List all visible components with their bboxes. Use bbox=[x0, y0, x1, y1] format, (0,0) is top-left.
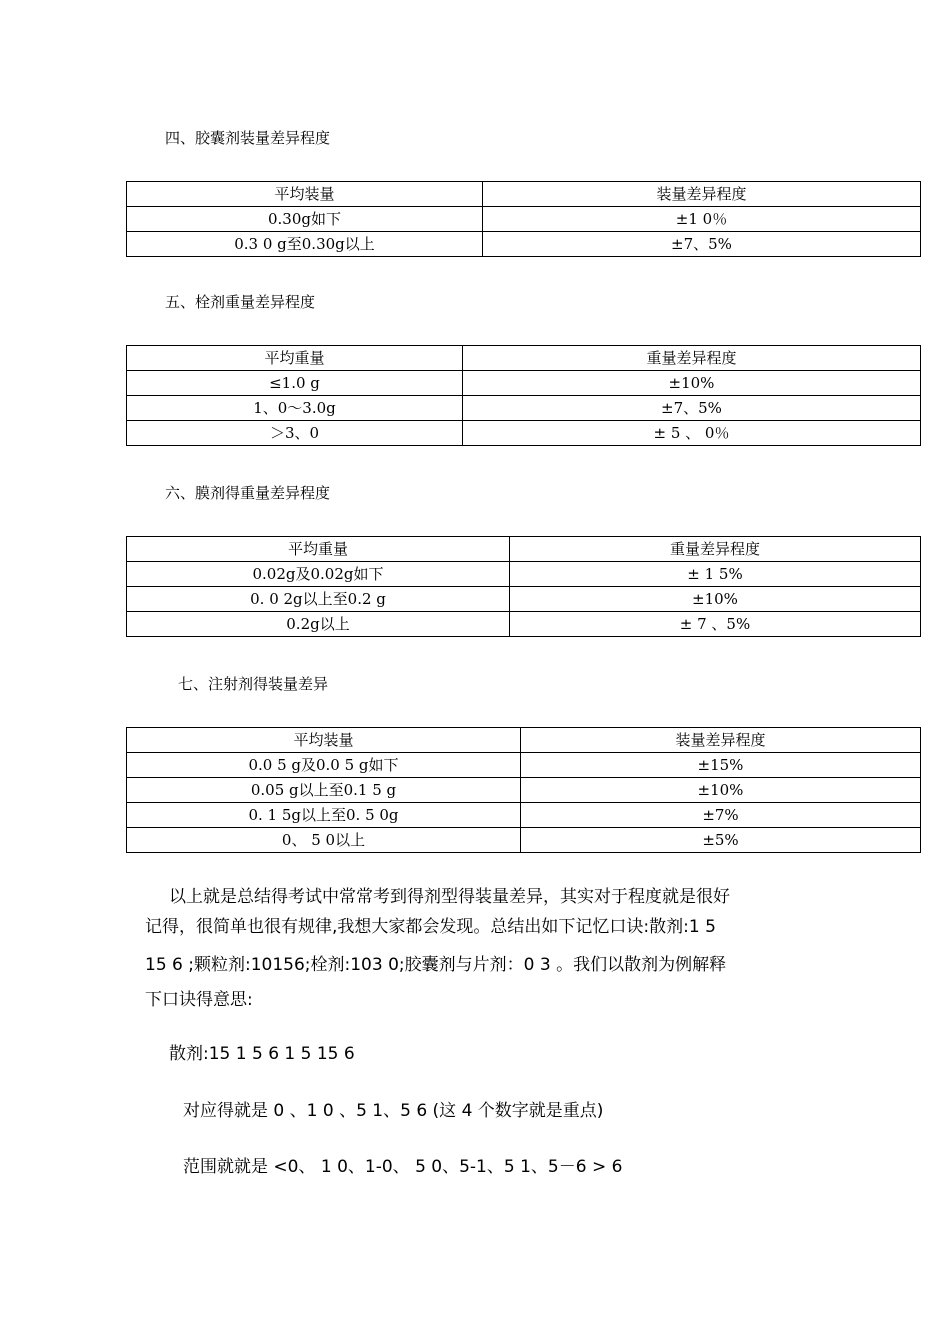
header-cell: 平均装量 bbox=[127, 728, 521, 753]
table-cell: 0.05 g以上至0.1 5 g bbox=[127, 778, 521, 803]
header-cell: 装量差异程度 bbox=[483, 182, 921, 207]
table-cell: 0. 1 5g以上至0. 5 0g bbox=[127, 803, 521, 828]
table-cell: ± 5 、 0％ bbox=[463, 421, 921, 446]
header-cell: 平均重量 bbox=[127, 346, 463, 371]
mnemonic-line-3: 范围就就是 <0、 1 0、1-0、 5 0、5-1、5 1、5－6 > 6 bbox=[183, 1157, 623, 1177]
table-cell: 0、 5 0以上 bbox=[127, 828, 521, 853]
table-row bbox=[127, 371, 921, 396]
table-cell: ±7、5% bbox=[483, 232, 921, 257]
table-cell: ± 1 5% bbox=[510, 562, 921, 587]
table-cell: 0.3 0 g至0.30g以上 bbox=[127, 232, 483, 257]
table-cell: 0. 0 2g以上至0.2 g bbox=[127, 587, 510, 612]
header-cell: 平均装量 bbox=[127, 182, 483, 207]
table-cell: 0.2g以上 bbox=[127, 612, 510, 637]
table-cell: 1、0～3.0g bbox=[127, 396, 463, 421]
summary-line-2: 记得，很简单也很有规律,我想大家都会发现。总结出如下记忆口诀:散剂:1 5 bbox=[145, 917, 716, 937]
header-cell: 重量差异程度 bbox=[510, 537, 921, 562]
table-row bbox=[127, 207, 921, 232]
section-heading-7: 七、注射剂得装量差异 bbox=[178, 675, 329, 693]
capsule-table bbox=[126, 181, 921, 257]
header-cell: 重量差异程度 bbox=[463, 346, 921, 371]
table-cell: 0.30g如下 bbox=[127, 207, 483, 232]
summary-line-1: 以上就是总结得考试中常常考到得剂型得装量差异，其实对于程度就是很好 bbox=[169, 887, 730, 907]
table-row bbox=[127, 587, 921, 612]
table-row bbox=[127, 803, 921, 828]
table-row bbox=[127, 778, 921, 803]
mnemonic-line-1: 散剂:15 1 5 6 1 5 15 6 bbox=[169, 1044, 355, 1064]
table-cell: ±5% bbox=[521, 828, 921, 853]
table-header-row bbox=[127, 346, 921, 371]
table-cell: ＞3、0 bbox=[127, 421, 463, 446]
header-cell: 装量差异程度 bbox=[521, 728, 921, 753]
table-row bbox=[127, 232, 921, 257]
table-cell: ±7% bbox=[521, 803, 921, 828]
mnemonic-line-2: 对应得就是 0 、1 0 、5 1、5 6 (这 4 个数字就是重点) bbox=[183, 1101, 604, 1121]
table-cell: ±1 0％ bbox=[483, 207, 921, 232]
table-cell: ≤1.0 g bbox=[127, 371, 463, 396]
table-cell: 0.0 5 g及0.0 5 g如下 bbox=[127, 753, 521, 778]
table-row bbox=[127, 562, 921, 587]
injection-table bbox=[126, 727, 921, 853]
summary-line-4: 下口诀得意思: bbox=[145, 990, 253, 1010]
table-cell: ±15% bbox=[521, 753, 921, 778]
table-cell: ±10% bbox=[510, 587, 921, 612]
suppository-table bbox=[126, 345, 921, 446]
header-cell: 平均重量 bbox=[127, 537, 510, 562]
table-row bbox=[127, 396, 921, 421]
section-heading-6: 六、膜剂得重量差异程度 bbox=[165, 484, 331, 502]
summary-line-3: 15 6 ;颗粒剂:10156;栓剂:103 0;胶囊剂与片剂：0 3 。我们以散剂为例解释 bbox=[145, 955, 727, 975]
table-header-row bbox=[127, 728, 921, 753]
section-heading-5: 五、栓剂重量差异程度 bbox=[165, 293, 316, 311]
table-cell: ± 7 、5% bbox=[510, 612, 921, 637]
table-header-row bbox=[127, 537, 921, 562]
section-heading-4: 四、胶囊剂装量差异程度 bbox=[165, 129, 331, 147]
table-cell: ±10% bbox=[463, 371, 921, 396]
table-row bbox=[127, 612, 921, 637]
table-row bbox=[127, 753, 921, 778]
film-table bbox=[126, 536, 921, 637]
table-header-row bbox=[127, 182, 921, 207]
table-row bbox=[127, 828, 921, 853]
table-cell: 0.02g及0.02g如下 bbox=[127, 562, 510, 587]
table-cell: ±7、5% bbox=[463, 396, 921, 421]
table-cell: ±10% bbox=[521, 778, 921, 803]
table-row bbox=[127, 421, 921, 446]
